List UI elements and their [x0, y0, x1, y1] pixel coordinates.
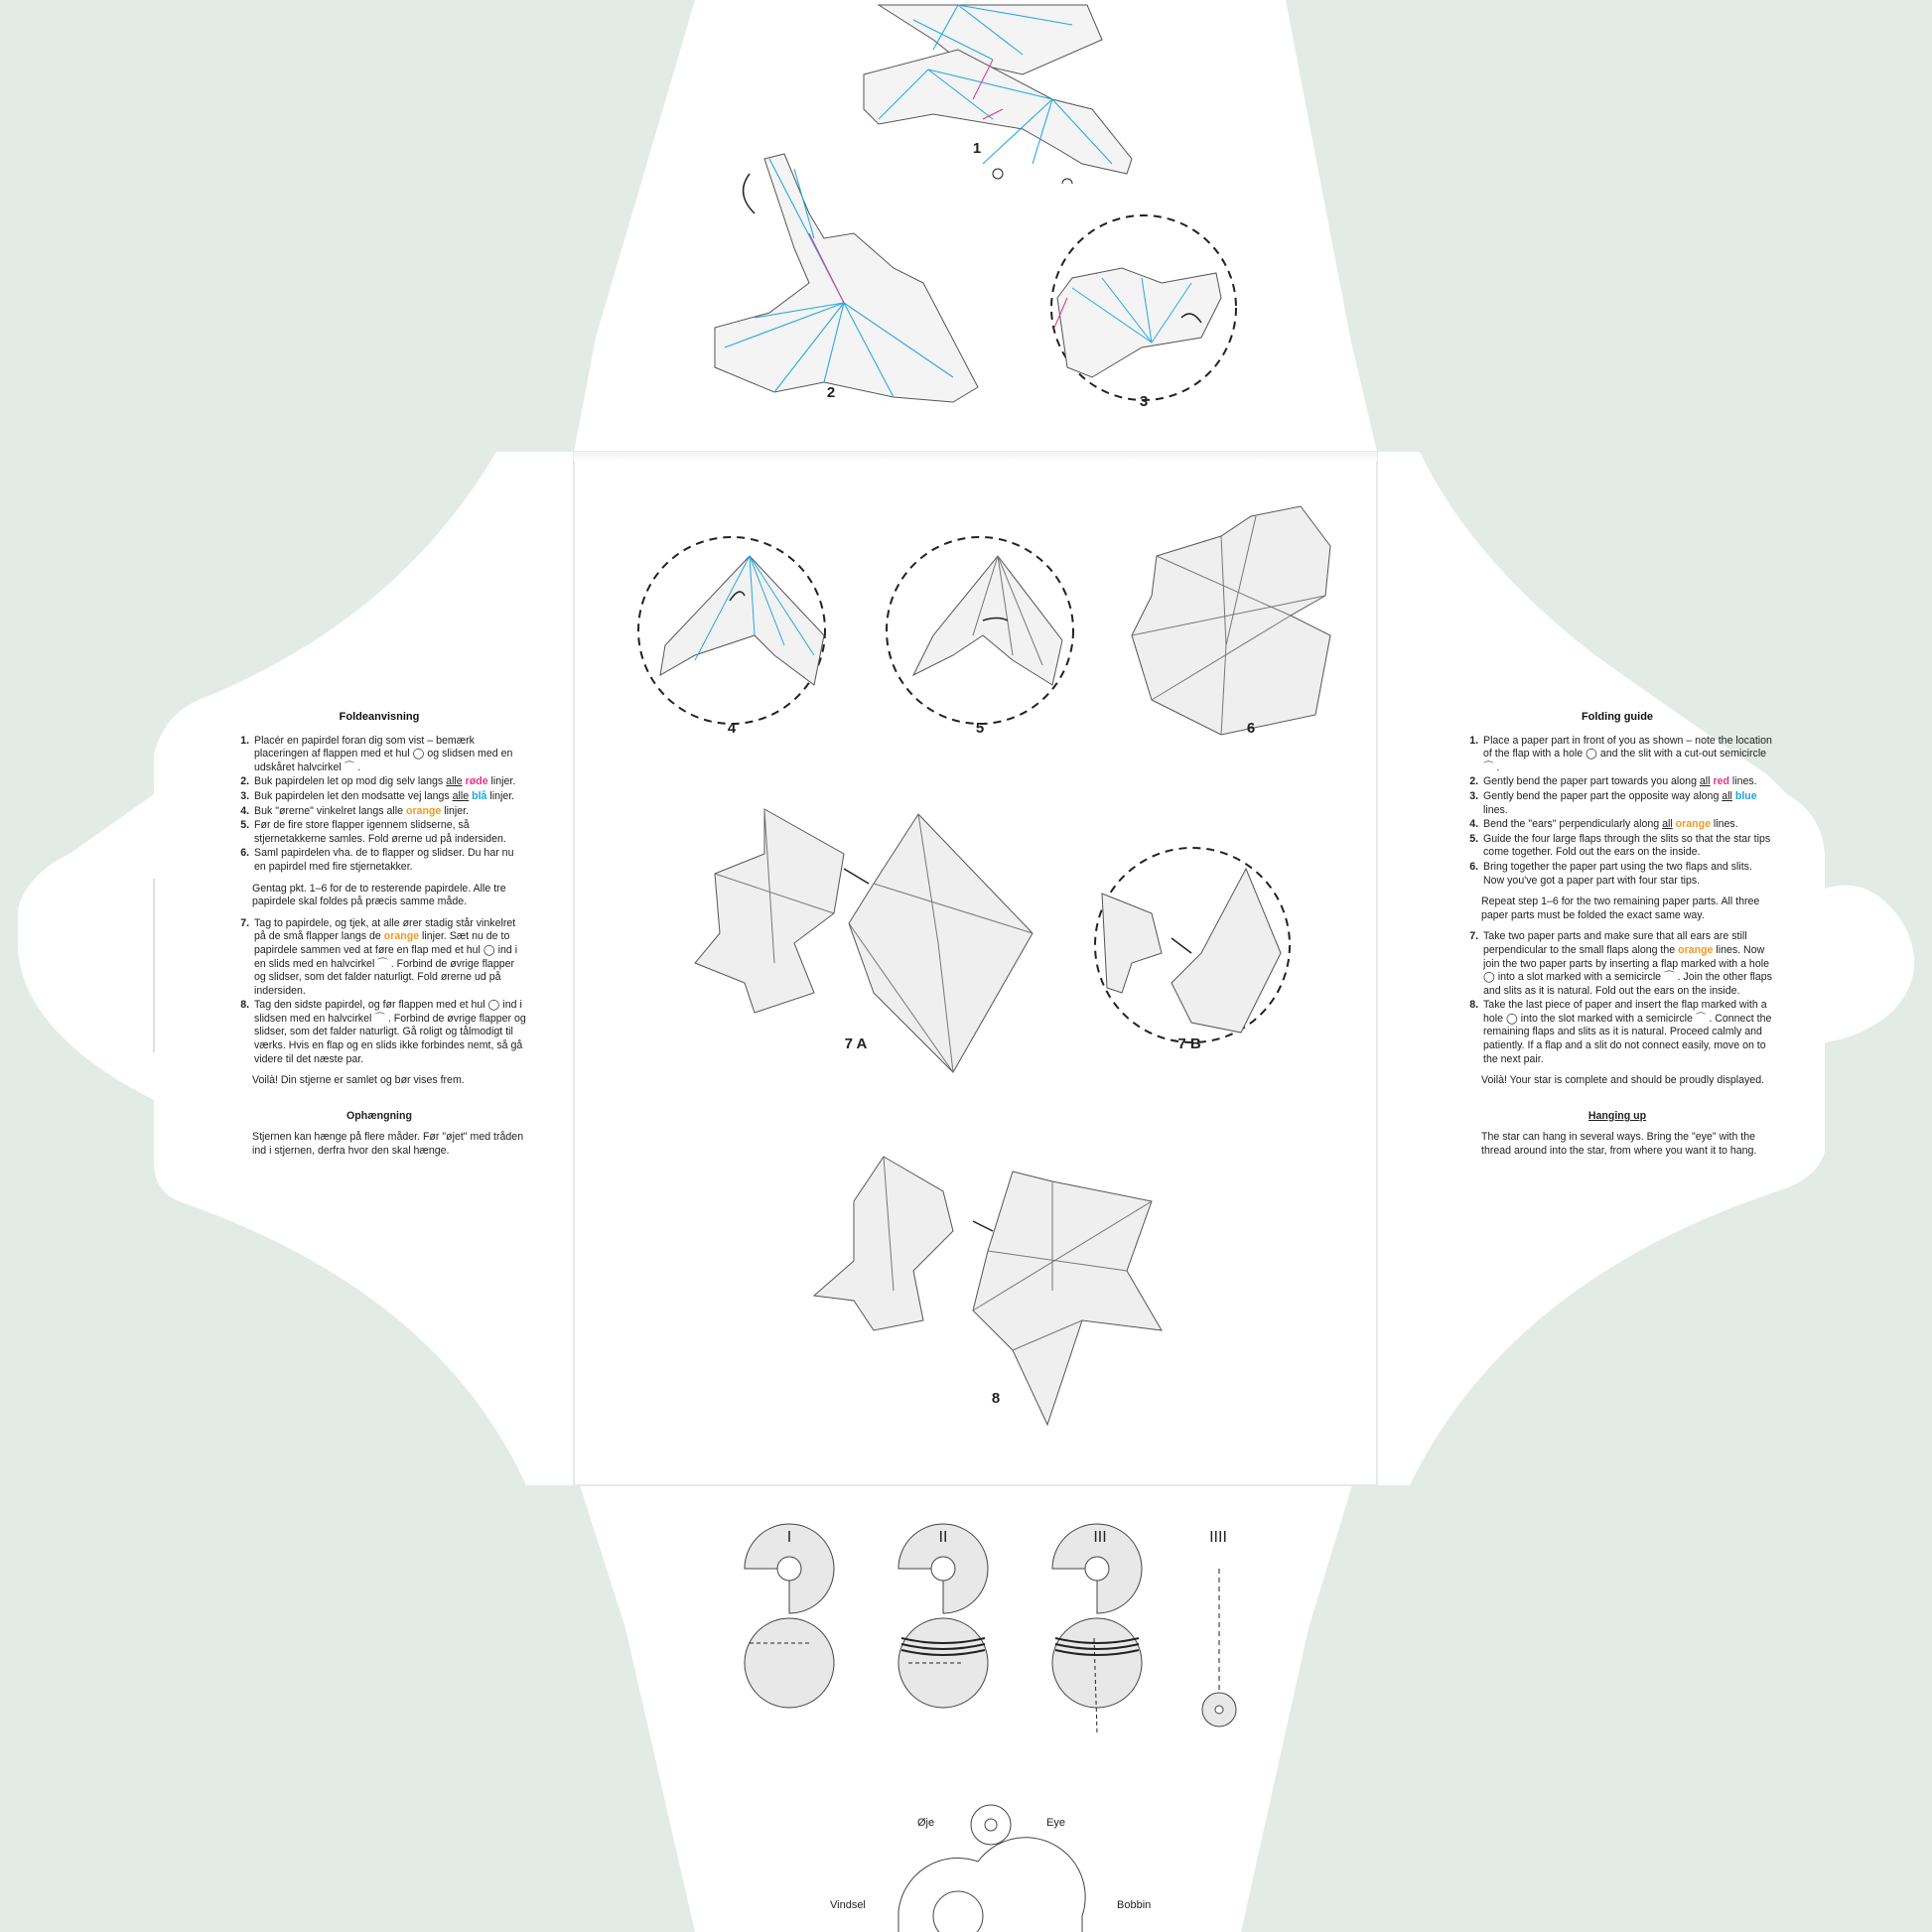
da-step-6: 6. Saml papirdelen vha. de to flapper og slidser. Du har nu en papirdel med fire stjernetakker. [252, 847, 528, 874]
hanging-step-label-3: III [1093, 1529, 1107, 1546]
figure-label-4: 4 [727, 720, 737, 737]
da-step-2: 2. Buk papirdelen let op mod dig selv langs alle røde linjer. [252, 775, 528, 789]
danish-title: Foldeanvisning [339, 711, 420, 723]
en-hanging-text: The star can hang in several ways. Bring the "eye" with the thread around into the star, from where you want it to hang. [1481, 1131, 1757, 1158]
figure-label-6: 6 [1246, 720, 1256, 737]
en-step-1: 1. Place a paper part in front of you as shown – note the location of the flap with a hole ◯ and the slit with a cut-out semicircle ⌒ . [1481, 735, 1775, 775]
en-repeat: Repeat step 1–6 for the two remaining paper parts. All three paper parts must be folded the exact same way. [1481, 896, 1760, 921]
label-eye-da: Øje [917, 1817, 935, 1829]
da-hanging-title: Ophængning [346, 1109, 412, 1122]
hanging-step-label-2: II [938, 1529, 948, 1546]
figure-label-5: 5 [975, 720, 985, 737]
en-step-7: 7. Take two paper parts and make sure that all ears are still perpendicular to the small flaps along the orange lines. Now join the two paper parts by inserting a flap marked with a hole ◯ into a slot marked with a semicircle ⌒ . Join the other flaps and slits as it is natural. Fold out the ears on the inside. [1481, 930, 1775, 998]
en-step-5: 5. Guide the four large flaps through the slits so that the star tips come together. Fold out the ears on the inside. [1481, 833, 1775, 860]
label-eye-en: Eye [1046, 1817, 1065, 1829]
figure-3-detail [1051, 215, 1236, 400]
da-repeat: Gentag pkt. 1–6 for de to resterende papirdele. Alle tre papirdele skal foldes på præcis samme måde. [252, 882, 506, 908]
figure-label-3: 3 [1139, 393, 1149, 410]
figure-label-7a: 7 A [844, 1035, 868, 1052]
en-step-3: 3. Gently bend the paper part the opposite way along all blue lines. [1481, 790, 1775, 817]
da-hanging-text: Stjernen kan hænge på flere måder. Før "øjet" med tråden ind i stjernen, derfra hvor den skal hænge. [252, 1131, 524, 1158]
figure-5-detail [887, 537, 1073, 724]
en-voila: Voilà! Your star is complete and should be proudly displayed. [1481, 1074, 1765, 1087]
figure-label-7b: 7 B [1177, 1035, 1201, 1052]
da-step-3: 3. Buk papirdelen let den modsatte vej langs alle blå linjer. [252, 790, 528, 804]
da-voila: Voilà! Din stjerne er samlet og bør vises frem. [252, 1074, 465, 1087]
en-hanging-title: Hanging up [1587, 1109, 1647, 1122]
label-bobbin-en: Bobbin [1117, 1899, 1152, 1911]
english-title: Folding guide [1581, 711, 1654, 723]
da-step-8: 8. Tag den sidste papirdel, og før flappen med et hul ◯ ind i slidsen med en halvcirkel ⌒ . Forbind de øvrige flapper og slidser, som det falder naturligt. Gå roligt og tålmodigt til værks. Hvis en flap og en slids ikke forbindes nemt, så gå videre til det næste par. [252, 999, 528, 1066]
en-step-8: 8. Take the last piece of paper and insert the flap marked with a hole ◯ into the slot marked with a semicircle ⌒ . Connect the remaining flaps and slits as it is natural. Proceed calmly and patiently. If a flap and a slit do not connect easily, move on to the next pair. [1481, 999, 1775, 1066]
label-bobbin-da: Vindsel [830, 1899, 866, 1911]
figure-label-1: 1 [972, 140, 982, 157]
hanging-step-label-1: I [786, 1529, 792, 1546]
figure-label-8: 8 [991, 1390, 1001, 1407]
en-step-6: 6. Bring together the paper part using the two flaps and slits. Now you've got a paper part with four star tips. [1481, 861, 1775, 888]
da-step-4: 4. Buk "ørerne" vinkelret langs alle orange linjer. [252, 805, 528, 819]
da-step-7: 7. Tag to papirdele, og tjek, at alle ører stadig står vinkelret på de små flapper langs de orange linjer. Sæt nu de to papirdele sammen ved at føre en flap med et hul ◯ ind i en slids med en halvcirkel ⌒ . Forbind de øvrige flapper og slidser, som det falder naturligt. Fold ørerne ud på indersiden. [252, 917, 528, 999]
hanging-step-label-4: IIII [1209, 1529, 1227, 1546]
figure-label-2: 2 [826, 384, 836, 401]
english-instructions [1459, 711, 1775, 1167]
en-step-2: 2. Gently bend the paper part towards you along all red lines. [1481, 775, 1775, 789]
figure-7b-detail [1095, 848, 1290, 1042]
da-step-1: 1. Placér en papirdel foran dig som vist – bemærk placeringen af flappen med et hul ◯ og slidsen med en udskåret halvcirkel ⌒ . [252, 735, 528, 775]
part-eye [971, 1805, 1011, 1845]
figure-4-detail [638, 537, 825, 724]
en-step-4: 4. Bend the "ears" perpendicularly along all orange lines. [1481, 818, 1775, 832]
danish-instructions [230, 711, 528, 1167]
da-step-5: 5. Før de fire store flapper igennem slidserne, så stjernetakkerne samles. Fold ørerne ud på indersiden. [252, 819, 528, 846]
